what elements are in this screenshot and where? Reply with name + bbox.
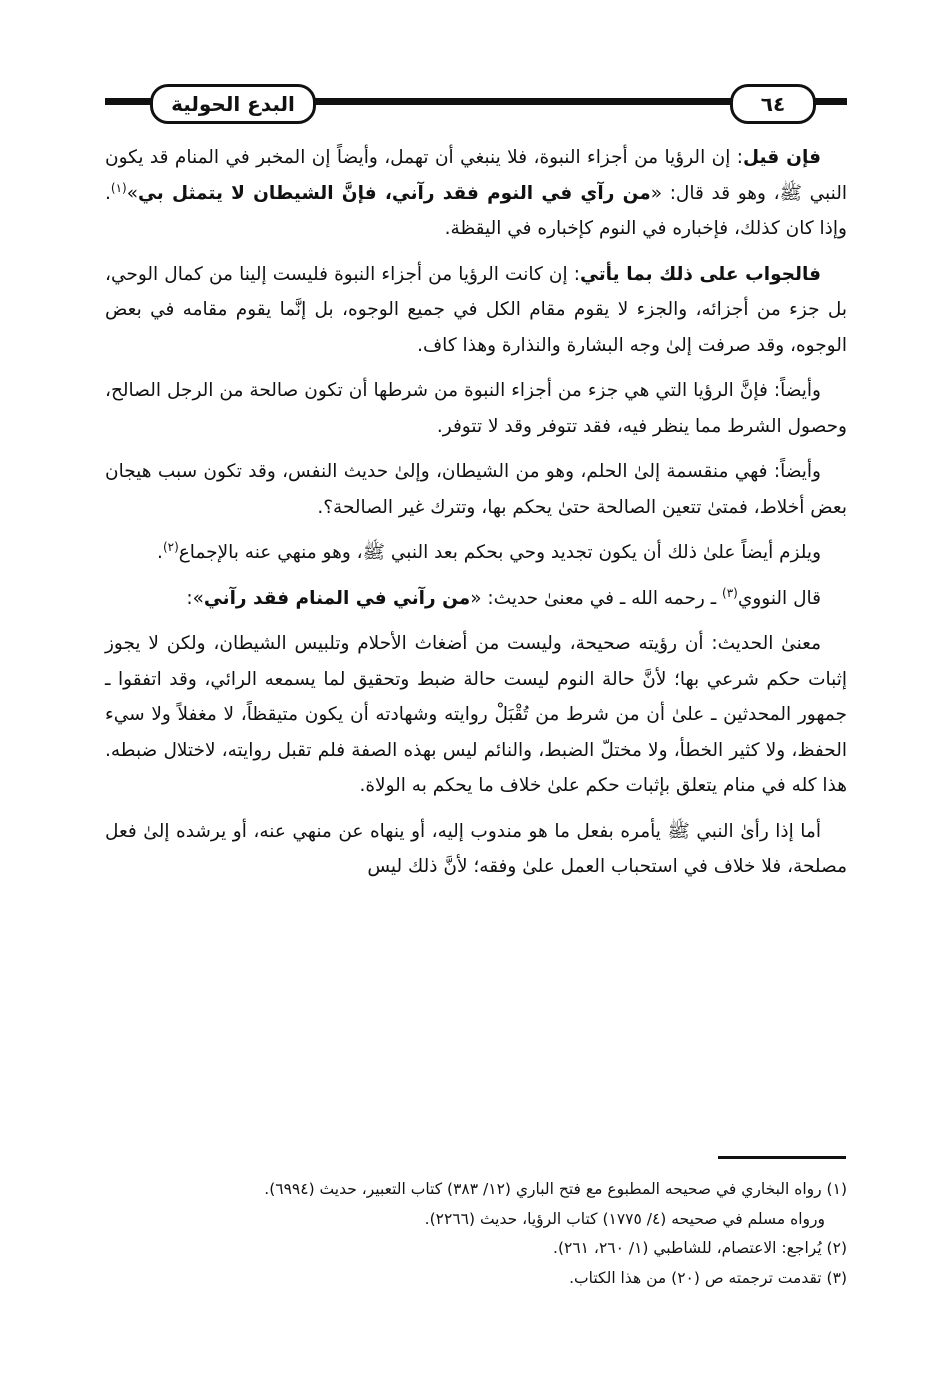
hadith-quote: من رآي في النوم فقد رآني، فإنَّ الشيطان لا يتمثل بي: [138, 182, 651, 204]
page-number: ٦٤: [730, 84, 816, 124]
footnote: (٣) تقدمت ترجمته ص (٢٠) من هذا الكتاب.: [569, 1268, 847, 1287]
text: وأيضاً: فإنَّ الرؤيا التي هي جزء من أجزاء النبوة من شرطها أن تكون صالحة من الرجل الصالح، وحصول الشرط مما ينظر فيه، فقد تتوفر وقد لا تتوفر.: [105, 380, 847, 437]
text: »: [126, 182, 139, 204]
footnote-ref[interactable]: (١): [110, 180, 127, 195]
paragraph: [105, 257, 847, 364]
footnote: (١) رواه البخاري في صحيحه المطبوع مع فتح الباري (١٢/ ٣٨٣) كتاب التعبير، حديث (٦٩٩٤).: [264, 1180, 847, 1198]
book-title: البدع الحولية: [150, 84, 316, 124]
hadith-quote: من رآني في المنام فقد رآني: [203, 587, 471, 609]
footnote: ورواه مسلم في صحيحه (٤/ ١٧٧٥) كتاب الرؤيا، حديث (٢٢٦٦).: [424, 1209, 825, 1228]
page-body: [105, 140, 847, 895]
paragraph: [105, 140, 847, 247]
text: ـ رحمه الله ـ في معنىٰ حديث: «: [470, 587, 723, 609]
paragraph: [105, 454, 847, 525]
text: ويلزم أيضاً علىٰ ذلك أن يكون تجديد وحي بحكم بعد النبي ﷺ، وهو منهي عنه بالإجماع: [178, 542, 821, 563]
paragraph: [105, 626, 847, 804]
text: قال النووي: [737, 587, 821, 609]
paragraph: [105, 535, 847, 571]
footnote-ref[interactable]: (٢): [162, 539, 179, 554]
text: معنىٰ الحديث: أن رؤيته صحيحة، وليست من أضغاث الأحلام وتلبيس الشيطان، ولكن لا يجوز إثبات حكم شرعي بها؛ لأنَّ حالة النوم ليست حالة ضبط وتحقيق لما يسمعه الرائي، وقد اتفقوا ـ جمهور المحدثين ـ علىٰ أن من شرط من تُقْبَلْ روايته وشهادته أن يكون متيقظاً، لا مغفلاً ولا سيء الحفظ، ولا كثير الخطأ، ولا مختلّ الضبط، والنائم ليس بهذه الصفة فلم تقبل روايته، لاختلال ضبطه. هذا كله في منام يتعلق بإثبات حكم علىٰ خلاف ما يحكم به الولاة.: [105, 633, 847, 796]
footnote: (٢) يُراجع: الاعتصام، للشاطبي (١/ ٢٦٠، ٢٦١).: [553, 1239, 847, 1257]
text: أما إذا رأىٰ النبي ﷺ يأمره بفعل ما هو مندوب إليه، أو ينهاه عن منهي عنه، أو يرشده إلىٰ فعل مصلحة، فلا خلاف في استحباب العمل علىٰ وفقه؛ لأنَّ ذلك ليس: [105, 820, 847, 877]
footnote-separator: [718, 1156, 846, 1159]
text: .: [157, 542, 163, 563]
text: وأيضاً: فهي منقسمة إلىٰ الحلم، وهو من الشيطان، وإلىٰ حديث النفس، وقد تكون سبب هيجان بعض أخلاط، فمتىٰ تتعين الصالحة حتىٰ يحكم بها، وتترك غير الصالحة؟.: [105, 461, 847, 518]
footnote-ref[interactable]: (٣): [722, 585, 738, 600]
running-header: [105, 82, 847, 122]
paragraph: [105, 581, 847, 617]
footnotes: [105, 1175, 847, 1293]
paragraph: [105, 814, 847, 885]
lead-phrase: فالجواب على ذلك بما يأتي: [580, 263, 822, 285]
text: : إن الرؤيا من أجزاء النبوة، فلا ينبغي أن تهمل، وأيضاً إن المخبر في المنام قد يكون النبي ﷺ، وهو قد قال: «: [105, 147, 848, 204]
lead-phrase: فإن قيل: [743, 147, 822, 168]
text: . وإذا كان كذلك، فإخباره في النوم كإخباره في اليقظة.: [105, 182, 847, 239]
text: : إن كانت الرؤيا من أجزاء النبوة فليست إلينا من كمال الوحي، بل جزء من أجزائه، والجزء لا يقوم مقام الكل في جميع الوجوه، بل إنَّما يقوم مقامه في بعض الوجوه، وقد صرفت إلىٰ وجه البشارة والنذارة وهذا كاف.: [105, 263, 847, 356]
text: »:: [186, 587, 204, 609]
paragraph: [105, 373, 847, 444]
